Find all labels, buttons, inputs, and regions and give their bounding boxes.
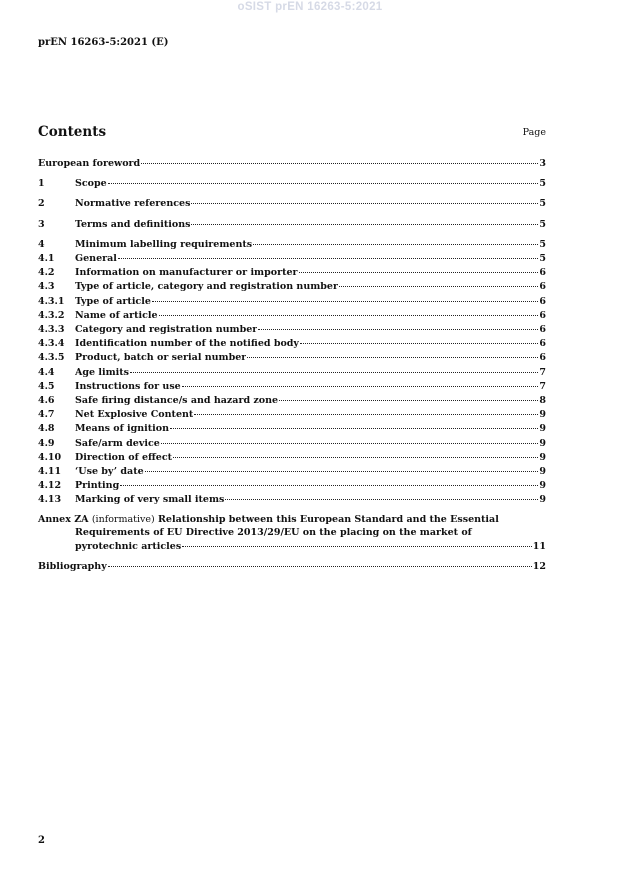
toc-entry[interactable]	[38, 176, 546, 190]
toc-entry-number: 3	[38, 218, 45, 230]
annex-qualifier: (informative)	[91, 513, 155, 525]
dot-leader	[108, 174, 539, 184]
toc-entry-page: 5	[539, 198, 546, 210]
toc-entry-page: 6	[539, 309, 546, 321]
toc-entry-bibliography[interactable]	[38, 559, 546, 573]
toc-entry-title: Identification number of the notified body	[75, 338, 299, 350]
dot-leader	[253, 235, 538, 245]
dot-leader	[145, 462, 539, 472]
toc-entries	[38, 156, 546, 507]
toc-entry-page: 5	[539, 218, 546, 230]
dot-leader	[339, 277, 538, 287]
dot-leader	[152, 292, 539, 302]
toc-entry-page: 9	[539, 423, 546, 435]
toc-entry-title: Minimum labelling requirements	[75, 238, 253, 250]
dot-leader	[173, 448, 538, 458]
toc-entry-title: Safe firing distance/s and hazard zone	[75, 395, 279, 407]
dot-leader	[118, 249, 538, 259]
dot-leader	[299, 263, 539, 273]
toc-entry-number: 4.3	[38, 281, 55, 293]
toc-entry-title: ‘Use by’ date	[75, 466, 144, 478]
dot-leader	[191, 215, 538, 225]
toc-entry-title: Name of article	[75, 309, 158, 321]
dot-leader	[161, 434, 539, 444]
toc-entry-page: 9	[539, 494, 546, 506]
dot-leader	[170, 419, 538, 429]
dot-leader	[258, 320, 538, 330]
bibliography-page: 12	[532, 561, 546, 573]
toc-entry-title: Terms and definitions	[75, 218, 191, 230]
toc-entry-page: 7	[539, 380, 546, 392]
toc-entry-page: 9	[539, 451, 546, 463]
toc-entry-title: Type of article, category and registration number	[75, 281, 338, 293]
watermark: oSIST prEN 16263-5:2021	[237, 1, 383, 13]
toc-entry-title: Age limits	[75, 366, 129, 378]
toc-entry-number: 4.7	[38, 409, 55, 421]
dot-leader	[159, 306, 539, 316]
toc-entry-title: Normative references	[75, 198, 191, 210]
page-number: 2	[38, 835, 45, 846]
toc-entry-page: 7	[539, 366, 546, 378]
toc-entry-title: Scope	[75, 178, 107, 190]
toc-entry[interactable]	[38, 196, 546, 210]
toc-entry-number: 4.3.2	[38, 309, 65, 321]
toc-entry-number: 4.10	[38, 451, 62, 463]
toc-entry-title: Safe/arm device	[75, 437, 160, 449]
annex-title-line3: pyrotechnic articles	[75, 541, 182, 553]
toc-entry[interactable]	[38, 156, 546, 170]
toc-entry-page: 9	[539, 409, 546, 421]
toc-entry-page: 6	[539, 338, 546, 350]
toc-entry-number: 4.3.5	[38, 352, 65, 364]
toc-entry-number: 4.1	[38, 253, 55, 265]
toc-entry-page: 5	[539, 238, 546, 250]
dot-leader	[225, 490, 538, 500]
toc-entry-title: Direction of effect	[75, 451, 173, 463]
toc-entry-number: 4.13	[38, 494, 62, 506]
toc-entry-number: 4.6	[38, 395, 55, 407]
toc-entry-annex-za[interactable]	[38, 513, 546, 554]
toc-entry-page: 6	[539, 324, 546, 336]
dot-leader	[108, 557, 532, 567]
toc-entry-number: 4.11	[38, 466, 62, 478]
toc-entry-number: 1	[38, 178, 45, 190]
toc-entry-page: 3	[539, 158, 546, 169]
toc-entry-number: 4.12	[38, 480, 62, 492]
toc-entry-title: European foreword	[38, 158, 141, 169]
bibliography-title: Bibliography	[38, 561, 107, 573]
dot-leader	[194, 405, 538, 415]
toc-entry-page: 6	[539, 281, 546, 293]
dot-leader	[247, 348, 538, 358]
toc-entry-page: 5	[539, 253, 546, 265]
dot-leader	[182, 537, 532, 547]
dot-leader	[120, 476, 538, 486]
toc-entry-number: 4.2	[38, 267, 55, 279]
toc-entry[interactable]	[38, 492, 546, 506]
dot-leader	[300, 334, 538, 344]
toc-entry-number: 2	[38, 198, 45, 210]
toc-entry-page: 6	[539, 267, 546, 279]
dot-leader	[130, 363, 538, 373]
toc-entry-page: 6	[539, 352, 546, 364]
toc-entry-title: Printing	[75, 480, 120, 492]
toc-entry-number: 4.8	[38, 423, 55, 435]
toc-entry-title: Category and registration number	[75, 324, 258, 336]
toc-entry-title: Means of ignition	[75, 423, 170, 435]
toc-entry-page: 5	[539, 178, 546, 190]
annex-label: Annex ZA	[38, 513, 89, 525]
toc-entry-number: 4.3.1	[38, 295, 65, 307]
page-column-label: Page	[522, 127, 546, 138]
annex-page: 11	[532, 541, 546, 553]
toc-entry[interactable]	[38, 217, 546, 231]
table-of-contents	[38, 156, 546, 573]
toc-entry-number: 4	[38, 238, 45, 250]
toc-entry-page: 8	[539, 395, 546, 407]
toc-entry-title: Type of article	[75, 295, 151, 307]
toc-entry-title: Marking of very small items	[75, 494, 225, 506]
contents-heading: Contents	[38, 124, 107, 140]
document-id: prEN 16263-5:2021 (E)	[38, 37, 169, 48]
toc-entry-title: Instructions for use	[75, 380, 181, 392]
toc-entry-page: 9	[539, 466, 546, 478]
toc-entry-number: 4.5	[38, 380, 55, 392]
toc-entry-page: 6	[539, 295, 546, 307]
toc-entry-number: 4.3.4	[38, 338, 65, 350]
toc-entry-number: 4.3.3	[38, 324, 65, 336]
dot-leader	[279, 391, 538, 401]
toc-entry-page: 9	[539, 480, 546, 492]
toc-entry-page: 9	[539, 437, 546, 449]
toc-entry-title: General	[75, 253, 117, 265]
toc-entry-number: 4.4	[38, 366, 55, 378]
annex-title-line2: Requirements of EU Directive 2013/29/EU on the placing on the market of	[75, 526, 472, 538]
dot-leader	[141, 154, 538, 164]
toc-entry-title: Information on manufacturer or importer	[75, 267, 298, 279]
toc-entry-number: 4.9	[38, 437, 55, 449]
toc-entry-title: Product, batch or serial number	[75, 352, 247, 364]
toc-entry-title: Net Explosive Content	[75, 409, 194, 421]
dot-leader	[191, 194, 538, 204]
annex-title-line1: Relationship between this European Standard and the Essential	[158, 513, 499, 525]
dot-leader	[182, 377, 539, 387]
